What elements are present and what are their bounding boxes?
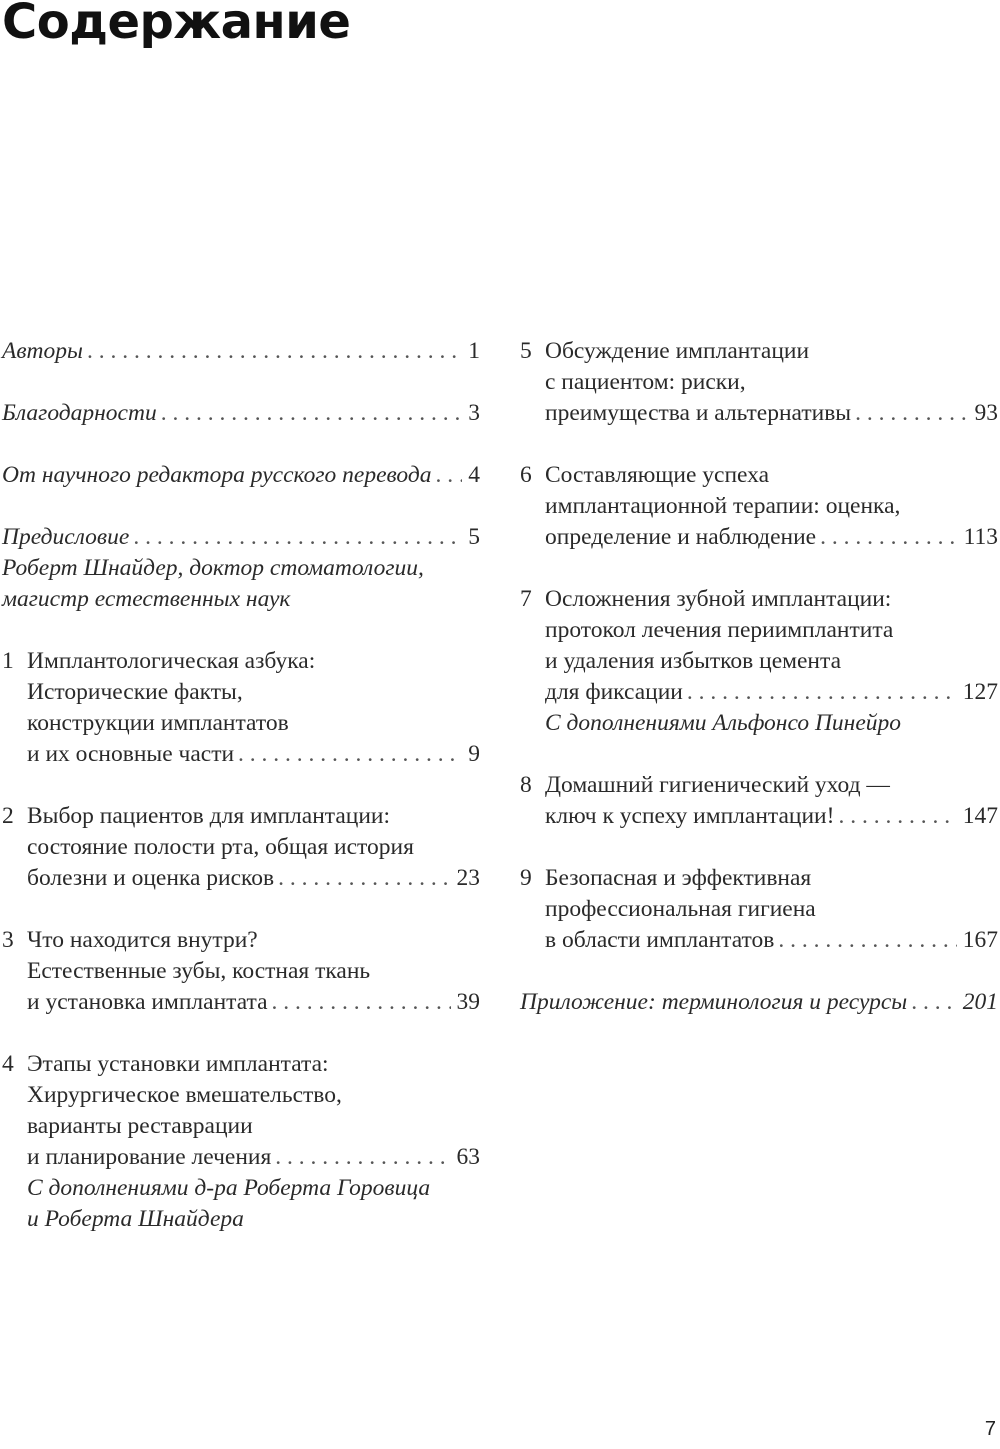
toc-entry-title-line: Этапы установки имплантата: <box>27 1051 329 1077</box>
toc-entry-title-line: Исторические факты, <box>27 679 243 705</box>
toc-entry-title-line: имплантационной терапии: оценка, <box>545 493 901 519</box>
toc-entry-editor-note[interactable] <box>2 460 480 491</box>
toc-entry-title-line: варианты реставрации <box>27 1113 253 1139</box>
toc-entry-title: От научного редактора русского перевода <box>2 462 432 488</box>
toc-page-number: 3 <box>468 400 480 426</box>
chapter-number: 7 <box>520 586 532 612</box>
toc-entry-chapter-7[interactable] <box>520 584 998 739</box>
toc-entry-title-line: протокол лечения периимплантита <box>545 617 894 643</box>
toc-entry-title-line: Безопасная и эффективная <box>545 865 812 891</box>
toc-entry-title-line: состояние полости рта, общая история <box>27 834 414 860</box>
toc-page-number: 113 <box>963 524 998 550</box>
dot-leader <box>820 522 958 553</box>
toc-entry-title-line: в области имплантатов <box>545 927 775 953</box>
toc-page-number: 63 <box>456 1144 480 1170</box>
toc-page-number: 1 <box>468 338 480 364</box>
toc-entry-author-note: С дополнениями Альфонсо Пинейро <box>545 710 901 736</box>
toc-entry-chapter-9[interactable] <box>520 863 998 956</box>
toc-page-number: 201 <box>962 989 998 1015</box>
toc-entry-title-line: Обсуждение имплантации <box>545 338 810 364</box>
dot-leader <box>911 987 957 1018</box>
toc-entry-title-line: Хирургическое вмешательство, <box>27 1082 342 1108</box>
toc-entry-chapter-8[interactable] <box>520 770 998 832</box>
dot-leader <box>275 1142 450 1173</box>
toc-page-number: 167 <box>962 927 998 953</box>
dot-leader <box>687 677 957 708</box>
toc-entry-title-line: и планирование лечения <box>27 1144 272 1170</box>
dot-leader <box>87 336 462 367</box>
toc-entry-title-line: ключ к успеху имплантации! <box>545 803 835 829</box>
toc-page-number: 23 <box>456 865 480 891</box>
toc-entry-title-line: конструкции имплантатов <box>27 710 289 736</box>
toc-entry-title-line: и их основные части <box>27 741 235 767</box>
page-title: Содержание <box>2 0 351 50</box>
toc-entry-title-line: Что находится внутри? <box>27 927 258 953</box>
toc-left-column <box>2 336 480 1235</box>
toc-entry-chapter-5[interactable] <box>520 336 998 429</box>
toc-entry-title: Предисловие <box>2 524 130 550</box>
chapter-number: 2 <box>2 803 14 829</box>
dot-leader <box>238 739 462 770</box>
toc-entry-title-line: для фиксации <box>545 679 683 705</box>
dot-leader <box>278 863 450 894</box>
toc-entry-author-note: и Роберта Шнайдера <box>27 1206 244 1232</box>
toc-page-number: 5 <box>468 524 480 550</box>
toc-page-number: 4 <box>468 462 480 488</box>
toc-entry-appendix[interactable] <box>520 987 998 1018</box>
toc-entry-chapter-3[interactable] <box>2 925 480 1018</box>
toc-entry-title-line: и удаления избытков цемента <box>545 648 841 674</box>
chapter-number: 6 <box>520 462 532 488</box>
dot-leader <box>838 801 956 832</box>
toc-entry-title-line: с пациентом: риски, <box>545 369 746 395</box>
dot-leader <box>133 522 462 553</box>
toc-page-number: 93 <box>974 400 998 426</box>
chapter-number: 4 <box>2 1051 14 1077</box>
page-number: 7 <box>984 1418 996 1440</box>
toc-entry-chapter-6[interactable] <box>520 460 998 553</box>
toc-entry-author-note: магистр естественных наук <box>2 586 291 612</box>
chapter-number: 1 <box>2 648 14 674</box>
chapter-number: 8 <box>520 772 532 798</box>
dot-leader <box>435 460 462 491</box>
toc-entry-title: Авторы <box>2 338 83 364</box>
dot-leader <box>161 398 463 429</box>
toc-entry-chapter-4[interactable] <box>2 1049 480 1235</box>
dot-leader <box>855 398 968 429</box>
toc-entry-acknowledgements[interactable] <box>2 398 480 429</box>
toc-page-number: 127 <box>962 679 998 705</box>
toc-entry-title-line: преимущества и альтернативы <box>545 400 852 426</box>
toc-entry-author-note: Роберт Шнайдер, доктор стоматологии, <box>2 555 424 581</box>
toc-page-number: 147 <box>962 803 998 829</box>
toc-entry-title-line: Выбор пациентов для имплантации: <box>27 803 391 829</box>
toc-entry-chapter-1[interactable] <box>2 646 480 770</box>
toc-entry-title-line: Имплантологическая азбука: <box>27 648 316 674</box>
dot-leader <box>272 987 451 1018</box>
toc-right-column <box>520 336 998 1018</box>
toc-entry-title-line: Составляющие успеха <box>545 462 770 488</box>
chapter-number: 5 <box>520 338 532 364</box>
toc-entry-title-line: Естественные зубы, костная ткань <box>27 958 371 984</box>
chapter-number: 3 <box>2 927 14 953</box>
toc-page-number: 39 <box>456 989 480 1015</box>
toc-entry-title-line: болезни и оценка рисков <box>27 865 275 891</box>
dot-leader <box>778 925 956 956</box>
toc-entry-chapter-2[interactable] <box>2 801 480 894</box>
toc-entry-title: Приложение: терминология и ресурсы <box>520 989 908 1015</box>
toc-entry-title-line: и установка имплантата <box>27 989 268 1015</box>
toc-entry-preface[interactable] <box>2 522 480 615</box>
toc-entry-title-line: профессиональная гигиена <box>545 896 816 922</box>
toc-page-number: 9 <box>468 741 480 767</box>
toc-entry-author-note: С дополнениями д-ра Роберта Горовица <box>27 1175 431 1201</box>
toc-entry-title-line: определение и наблюдение <box>545 524 817 550</box>
toc-entry-title-line: Осложнения зубной имплантации: <box>545 586 892 612</box>
toc-entry-authors[interactable] <box>2 336 480 367</box>
chapter-number: 9 <box>520 865 532 891</box>
toc-entry-title: Благодарности <box>2 400 157 426</box>
toc-entry-title-line: Домашний гигиенический уход — <box>545 772 890 798</box>
